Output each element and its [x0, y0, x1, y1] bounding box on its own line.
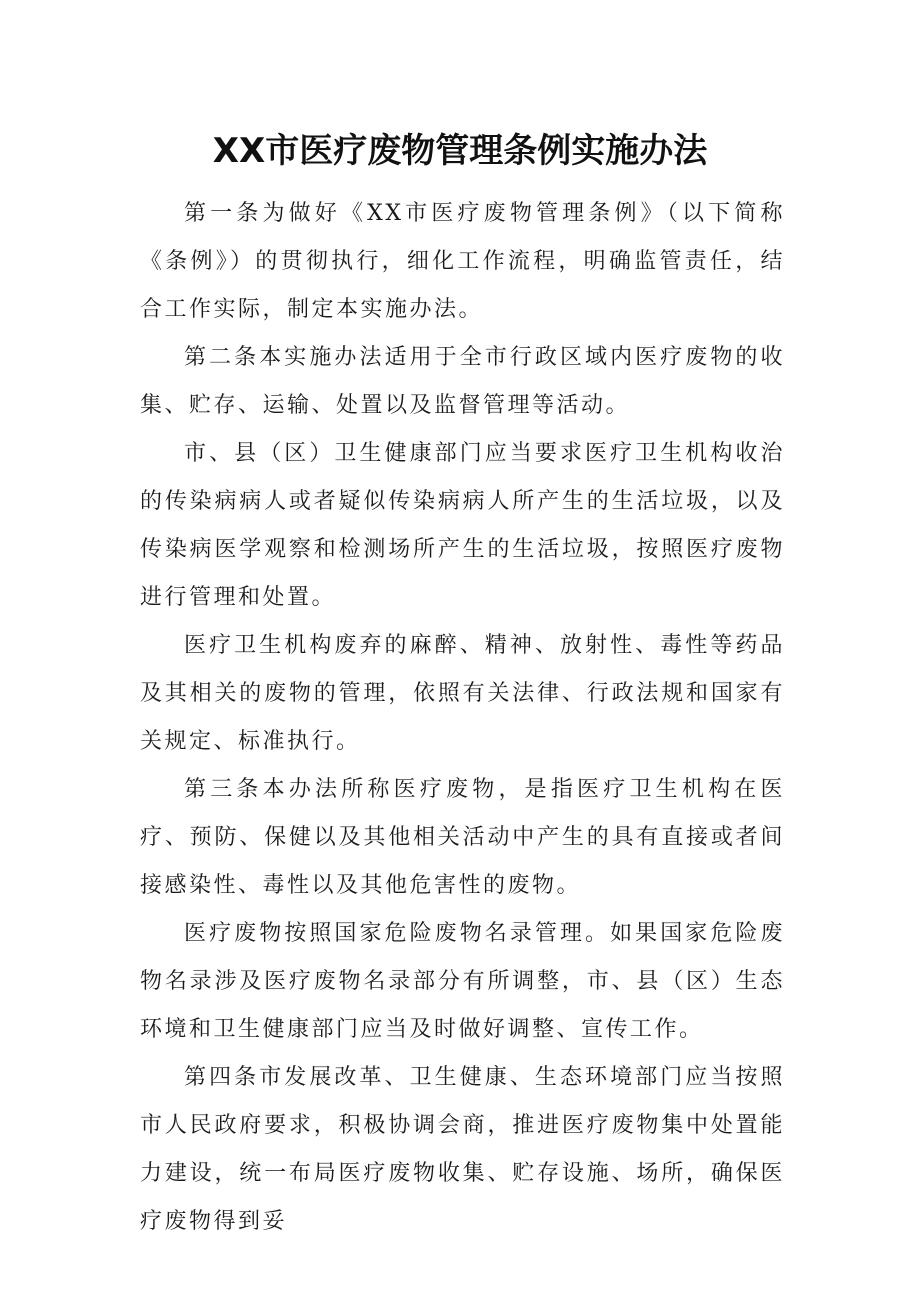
paragraph-article-4: 第四条市发展改革、卫生健康、生态环境部门应当按照市人民政府要求，积极协调会商，推进医疗废物集中处置能力建设，统一布局医疗废物收集、贮存设施、场所，确保医疗废物得到妥	[140, 1065, 785, 1234]
document-body	[140, 190, 785, 1246]
document-title: XX市医疗废物管理条例实施办法	[212, 131, 708, 171]
paragraph-article-3: 第三条本办法所称医疗废物，是指医疗卫生机构在医疗、预防、保健以及其他相关活动中产生的具有直接或者间接感染性、毒性以及其他危害性的废物。	[140, 777, 785, 898]
paragraph-article-2-clause-3: 医疗卫生机构废弃的麻醉、精神、放射性、毒性等药品及其相关的废物的管理，依照有关法律、行政法规和国家有关规定、标准执行。	[140, 633, 785, 754]
paragraph-article-1: 第一条为做好《XX市医疗废物管理条例》（以下简称《条例》）的贯彻执行，细化工作流程，明确监管责任，结合工作实际，制定本实施办法。	[140, 201, 785, 322]
paragraph-article-2: 第二条本实施办法适用于全市行政区域内医疗废物的收集、贮存、运输、处置以及监督管理等活动。	[140, 345, 785, 418]
paragraph-article-2-clause-2: 市、县（区）卫生健康部门应当要求医疗卫生机构收治的传染病病人或者疑似传染病病人所产生的生活垃圾，以及传染病医学观察和检测场所产生的生活垃圾，按照医疗废物进行管理和处置。	[140, 441, 785, 610]
paragraph-article-3-clause-2: 医疗废物按照国家危险废物名录管理。如果国家危险废物名录涉及医疗废物名录部分有所调整，市、县（区）生态环境和卫生健康部门应当及时做好调整、宣传工作。	[140, 921, 785, 1042]
